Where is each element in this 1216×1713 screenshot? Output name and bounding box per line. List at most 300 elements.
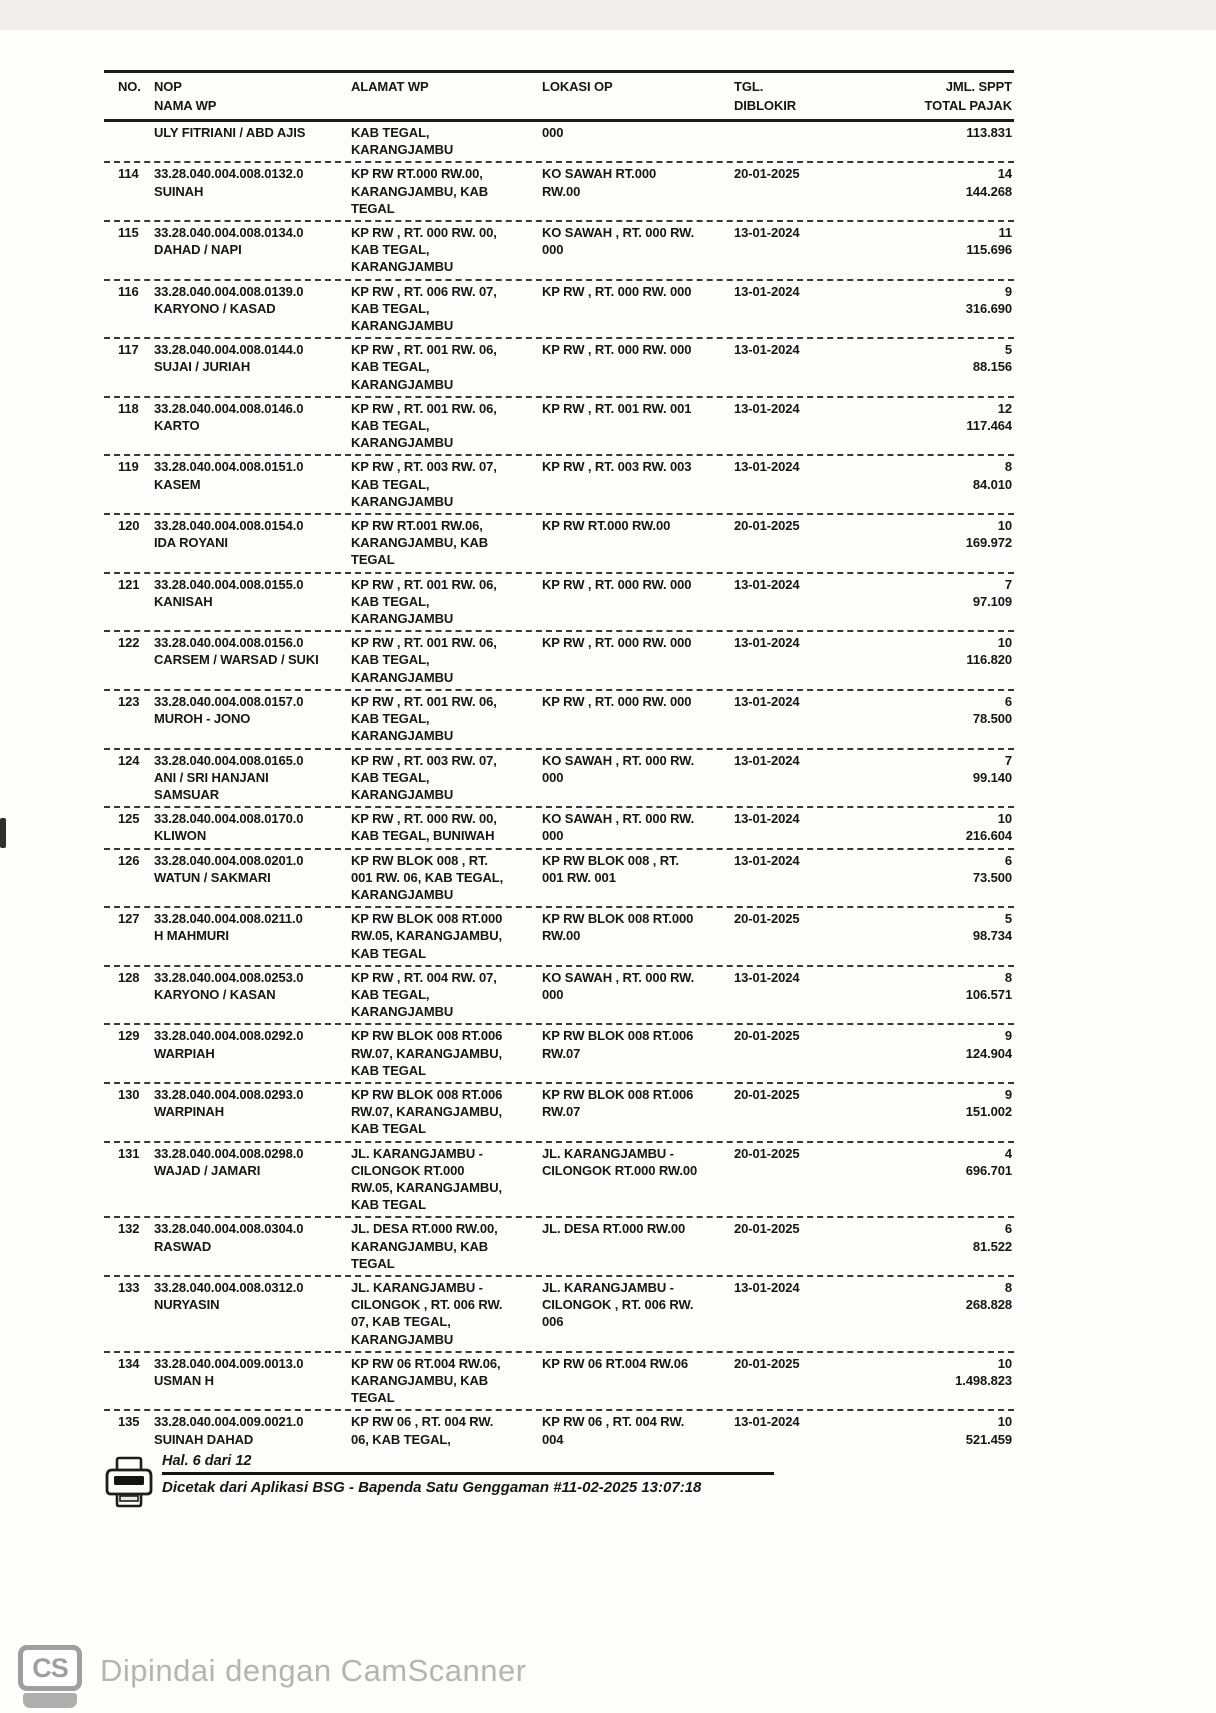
- blocked-date: 20-01-2025: [734, 1355, 800, 1371]
- row-number: 129: [118, 1028, 140, 1044]
- cell-line: RASWAD: [154, 1238, 212, 1254]
- cell-values: [839, 1413, 1014, 1447]
- table-row: [104, 748, 1014, 807]
- cell-tgl: [734, 1355, 839, 1372]
- cell-line: KP RW BLOK 008 RT.006: [542, 1086, 694, 1102]
- table-row: [104, 161, 1014, 220]
- cell-lokasi: [542, 283, 734, 300]
- cell-line: KAB TEGAL,: [351, 593, 430, 609]
- cell-line: 33.28.040.004.008.0312.0: [154, 1279, 304, 1295]
- table-row: [104, 572, 1014, 631]
- blocked-date: 20-01-2025: [734, 166, 800, 182]
- cell-line: KAB TEGAL: [351, 1197, 426, 1213]
- cell-line: KO SAWAH , RT. 000 RW.: [542, 969, 695, 985]
- cell-nop-nama: [154, 810, 351, 844]
- cell-line: CILONGOK , RT. 006 RW.: [542, 1297, 694, 1313]
- row-number: 134: [118, 1355, 140, 1371]
- cell-line: KP RW , RT. 003 RW. 003: [542, 459, 692, 475]
- cell-values: [839, 810, 1014, 844]
- watermark-text: Dipindai dengan CamScanner: [100, 1653, 527, 1688]
- sppt-count: 9: [1004, 1028, 1012, 1044]
- cell-line: KARANGJAMBU, KAB: [351, 535, 489, 551]
- cell-values: [839, 576, 1014, 610]
- cell-no: [104, 1027, 154, 1044]
- cell-line: SAMSUAR: [154, 786, 220, 802]
- cell-tgl: [734, 165, 839, 182]
- cell-line: 33.28.040.004.009.0021.0: [154, 1414, 304, 1430]
- cell-values: [839, 852, 1014, 886]
- total-pajak: 117.464: [966, 418, 1012, 434]
- cell-line: IDA ROYANI: [154, 535, 228, 551]
- sppt-count: 8: [1004, 459, 1012, 475]
- cell-lokasi: [542, 852, 734, 886]
- cell-nop-nama: [154, 576, 351, 610]
- cell-nop-nama: [154, 283, 351, 317]
- blocked-date: 13-01-2024: [734, 283, 800, 299]
- total-pajak: 1.498.823: [955, 1373, 1012, 1388]
- cell-no: [104, 1086, 154, 1103]
- cell-line: KP RW , RT. 001 RW. 06,: [351, 342, 497, 358]
- header-alamat: [351, 77, 542, 96]
- total-pajak: 216.604: [965, 828, 1012, 844]
- blocked-date: 13-01-2024: [734, 693, 800, 709]
- cell-line: KAB TEGAL,: [351, 769, 430, 785]
- cell-alamat: [351, 165, 542, 217]
- cell-lokasi: [542, 910, 734, 944]
- cell-line: TEGAL: [351, 1255, 395, 1271]
- cell-line: JL. DESA RT.000 RW.00: [542, 1221, 686, 1237]
- row-number: 123: [118, 693, 140, 709]
- cell-lokasi: [542, 165, 734, 199]
- cell-no: [104, 576, 154, 593]
- cell-line: 000: [542, 986, 564, 1002]
- cell-line: KP RW , RT. 000 RW. 000: [542, 635, 692, 651]
- blocked-date: 13-01-2024: [734, 342, 800, 358]
- cell-alamat: [351, 283, 542, 335]
- cell-tgl: [734, 969, 839, 986]
- cell-line: KARANGJAMBU: [351, 1004, 454, 1020]
- total-pajak: 116.820: [966, 652, 1012, 668]
- table-row: [104, 337, 1014, 396]
- cell-line: KP RW RT.000 RW.00,: [351, 166, 483, 182]
- cell-tgl: [734, 1145, 839, 1162]
- cell-lokasi: [542, 517, 734, 534]
- cell-no: [104, 517, 154, 534]
- table-row: [104, 689, 1014, 748]
- cell-values: [839, 634, 1014, 668]
- cell-tgl: [734, 283, 839, 300]
- camscanner-watermark: [18, 1645, 527, 1708]
- blocked-date: 20-01-2025: [734, 1086, 800, 1102]
- table-row: [104, 1351, 1014, 1410]
- cell-line: KP RW , RT. 001 RW. 06,: [351, 693, 497, 709]
- cell-alamat: [351, 852, 542, 904]
- cell-tgl: [734, 810, 839, 827]
- cell-line: 33.28.040.004.008.0157.0: [154, 693, 304, 709]
- cell-line: KP RW BLOK 008 , RT.: [351, 852, 488, 868]
- cell-line: RW.07: [542, 1104, 581, 1120]
- cell-line: KASEM: [154, 476, 201, 492]
- table-row: [104, 906, 1014, 965]
- row-number: 117: [118, 342, 139, 358]
- cell-line: CILONGOK RT.000: [351, 1162, 465, 1178]
- cell-line: KARANGJAMBU: [351, 142, 454, 158]
- cell-line: KAB TEGAL,: [351, 300, 430, 316]
- blocked-date: 13-01-2024: [734, 576, 800, 592]
- cell-alamat: [351, 517, 542, 569]
- cell-lokasi: [542, 752, 734, 786]
- total-pajak: 84.010: [972, 476, 1012, 492]
- table-row: [104, 848, 1014, 907]
- cell-line: 33.28.040.004.008.0165.0: [154, 752, 304, 768]
- cell-nop-nama: [154, 910, 351, 944]
- cell-lokasi: [542, 1220, 734, 1237]
- table-row: [104, 806, 1014, 847]
- cell-line: RW.00: [542, 183, 581, 199]
- cell-line: 33.28.040.004.008.0154.0: [154, 518, 304, 534]
- cell-nop-nama: [154, 1220, 351, 1254]
- cell-line: KARANGJAMBU, KAB: [351, 183, 489, 199]
- total-pajak: 78.500: [972, 711, 1012, 727]
- cell-no: [104, 1355, 154, 1372]
- header-nop-nama: [154, 77, 351, 115]
- cell-values: [839, 1145, 1014, 1179]
- cell-tgl: [734, 1220, 839, 1237]
- cell-line: JL. DESA RT.000 RW.00,: [351, 1221, 498, 1237]
- header-total-label: TOTAL PAJAK: [924, 98, 1012, 113]
- header-jml-total: [839, 77, 1014, 115]
- cell-values: [839, 165, 1014, 199]
- cell-no: [104, 224, 154, 241]
- row-number: 126: [118, 852, 140, 868]
- cell-line: KARANGJAMBU, KAB: [351, 1238, 489, 1254]
- cell-values: [839, 124, 1014, 141]
- cell-line: KARYONO / KASAN: [154, 986, 276, 1002]
- cell-line: RW.07, KARANGJAMBU,: [351, 1104, 502, 1120]
- row-number: 119: [118, 459, 139, 475]
- cell-values: [839, 458, 1014, 492]
- cell-line: KP RW BLOK 008 RT.000: [351, 911, 503, 927]
- cell-line: KP RW BLOK 008 RT.006: [351, 1086, 503, 1102]
- cell-line: 33.28.040.004.008.0211.0: [154, 911, 303, 927]
- cell-lokasi: [542, 969, 734, 1003]
- cell-line: WARPIAH: [154, 1045, 215, 1061]
- cell-line: RW.05, KARANGJAMBU,: [351, 1179, 502, 1195]
- cell-line: 001 RW. 06, KAB TEGAL,: [351, 869, 504, 885]
- cell-line: KP RW RT.000 RW.00: [542, 518, 671, 534]
- cell-tgl: [734, 517, 839, 534]
- header-no: [104, 77, 154, 96]
- cell-no: [104, 752, 154, 769]
- footer-rule: [162, 1472, 774, 1475]
- cell-line: JL. KARANGJAMBU -: [351, 1279, 483, 1295]
- cell-alamat: [351, 1086, 542, 1138]
- cell-line: KP RW , RT. 006 RW. 07,: [351, 283, 497, 299]
- total-pajak: 88.156: [972, 359, 1012, 375]
- document-footer: [104, 1452, 804, 1497]
- cell-lokasi: [542, 1027, 734, 1061]
- cell-no: [104, 852, 154, 869]
- cell-nop-nama: [154, 165, 351, 199]
- cell-line: KANISAH: [154, 593, 213, 609]
- sppt-count: 7: [1004, 576, 1012, 592]
- cell-line: 33.28.040.004.008.0156.0: [154, 635, 304, 651]
- header-lokasi-label: LOKASI OP: [542, 79, 613, 94]
- sppt-count: 6: [1004, 852, 1012, 868]
- cell-tgl: [734, 910, 839, 927]
- cell-values: [839, 1027, 1014, 1061]
- table-row: [104, 454, 1014, 513]
- sppt-count: 10: [997, 811, 1012, 827]
- cell-lokasi: [542, 1279, 734, 1331]
- blocked-date: 20-01-2025: [734, 1221, 800, 1237]
- cell-line: CILONGOK , RT. 006 RW.: [351, 1297, 503, 1313]
- total-pajak: 696.701: [965, 1162, 1012, 1178]
- cell-no: [104, 1145, 154, 1162]
- cell-lokasi: [542, 224, 734, 258]
- cell-line: 33.28.040.004.008.0151.0: [154, 459, 304, 475]
- blocked-date: 20-01-2025: [734, 1145, 800, 1161]
- cell-line: KP RW , RT. 004 RW. 07,: [351, 969, 497, 985]
- cell-lokasi: [542, 810, 734, 844]
- table-row-partial: [104, 122, 1014, 161]
- cell-line: KAB TEGAL,: [351, 125, 430, 140]
- cell-line: KP RW , RT. 000 RW. 00,: [351, 225, 497, 241]
- row-number: 133: [118, 1279, 140, 1295]
- cell-line: KARANGJAMBU: [351, 259, 454, 275]
- cell-line: KAB TEGAL: [351, 1121, 426, 1137]
- row-number: 132: [118, 1221, 140, 1237]
- cell-no: [104, 1220, 154, 1237]
- cell-line: KO SAWAH , RT. 000 RW.: [542, 225, 695, 241]
- cell-line: KP RW BLOK 008 RT.006: [542, 1028, 694, 1044]
- cell-line: KARTO: [154, 418, 200, 434]
- cell-nop-nama: [154, 1279, 351, 1313]
- cell-nop-nama: [154, 634, 351, 668]
- cell-nop-nama: [154, 1145, 351, 1179]
- cell-lokasi: [542, 1086, 734, 1120]
- cell-tgl: [734, 124, 839, 125]
- row-number: 116: [118, 283, 139, 299]
- table-row: [104, 1082, 1014, 1141]
- page-indicator: Hal. 6 dari 12: [162, 1453, 252, 1469]
- table-row: [104, 1409, 1014, 1450]
- row-number: 135: [118, 1414, 140, 1430]
- cell-line: 33.28.040.004.008.0146.0: [154, 400, 304, 416]
- cell-line: 33.28.040.004.008.0155.0: [154, 576, 304, 592]
- cell-line: JL. KARANGJAMBU -: [351, 1145, 483, 1161]
- cell-line: KO SAWAH RT.000: [542, 166, 657, 182]
- cs-logo-box: CS: [18, 1645, 82, 1691]
- sppt-count: 7: [1004, 752, 1012, 768]
- sppt-count: 5: [1004, 911, 1012, 927]
- table-row: [104, 279, 1014, 338]
- cell-no: [104, 458, 154, 475]
- table-row: [104, 1023, 1014, 1082]
- cell-values: [839, 1355, 1014, 1389]
- blocked-date: 13-01-2024: [734, 635, 800, 651]
- scan-artifact-mark: [0, 818, 6, 848]
- cell-nop-nama: [154, 752, 351, 804]
- cell-no: [104, 693, 154, 710]
- printer-icon: [104, 1456, 154, 1508]
- total-pajak: 144.268: [965, 183, 1012, 199]
- sppt-count: 9: [1004, 283, 1012, 299]
- cell-alamat: [351, 1279, 542, 1348]
- cell-line: 33.28.040.004.008.0201.0: [154, 852, 304, 868]
- cell-line: 06, KAB TEGAL,: [351, 1431, 451, 1447]
- table-rows: [104, 161, 1014, 1450]
- row-number: 127: [118, 911, 140, 927]
- cell-tgl: [734, 458, 839, 475]
- cell-nop-nama: [154, 224, 351, 258]
- cell-line: 000: [542, 125, 564, 140]
- header-nama-label: NAMA WP: [154, 98, 217, 113]
- cell-line: KARANGJAMBU: [351, 611, 454, 627]
- header-lokasi: [542, 77, 734, 96]
- table-row: [104, 1216, 1014, 1275]
- header-no-label: NO.: [118, 79, 141, 94]
- cell-no: [104, 1279, 154, 1296]
- blocked-date: 13-01-2024: [734, 811, 800, 827]
- blocked-date: 13-01-2024: [734, 459, 800, 475]
- header-nop-label: NOP: [154, 79, 182, 94]
- cell-nop-nama: [154, 969, 351, 1003]
- cell-lokasi: [542, 1413, 734, 1447]
- header-jml-label: JML. SPPT: [945, 79, 1012, 94]
- sppt-count: 12: [997, 400, 1012, 416]
- cell-nop-nama: [154, 852, 351, 886]
- cell-line: KP RW , RT. 000 RW. 00,: [351, 811, 497, 827]
- table-header: [104, 70, 1014, 122]
- cell-line: 33.28.040.004.008.0298.0: [154, 1145, 304, 1161]
- cell-line: KAB TEGAL,: [351, 476, 430, 492]
- cell-tgl: [734, 341, 839, 358]
- cell-no: [104, 165, 154, 182]
- cell-line: 33.28.040.004.008.0170.0: [154, 811, 304, 827]
- cell-line: TEGAL: [351, 1390, 395, 1406]
- cell-line: ULY FITRIANI / ABD AJIS: [154, 125, 306, 140]
- cell-line: USMAN H: [154, 1373, 214, 1388]
- cell-lokasi: [542, 1355, 734, 1372]
- row-number: 131: [118, 1145, 140, 1161]
- blocked-date: 20-01-2025: [734, 1028, 800, 1044]
- table-row: [104, 220, 1014, 279]
- cell-tgl: [734, 752, 839, 769]
- cell-tgl: [734, 1413, 839, 1430]
- cell-line: KP RW , RT. 001 RW. 06,: [351, 576, 497, 592]
- cell-line: KAB TEGAL: [351, 1062, 426, 1078]
- table-row: [104, 513, 1014, 572]
- cell-no: [104, 400, 154, 417]
- cell-alamat: [351, 910, 542, 962]
- blocked-date: 13-01-2024: [734, 752, 800, 768]
- total-pajak: 521.459: [965, 1431, 1012, 1447]
- cell-line: JL. KARANGJAMBU -: [542, 1145, 674, 1161]
- blocked-date: 13-01-2024: [734, 969, 800, 985]
- cell-values: [839, 752, 1014, 786]
- cell-line: KP RW , RT. 003 RW. 07,: [351, 459, 497, 475]
- cell-line: KP RW , RT. 000 RW. 000: [542, 693, 692, 709]
- row-number: 125: [118, 811, 140, 827]
- total-pajak: 97.109: [972, 593, 1012, 609]
- cell-nop-nama: [154, 400, 351, 434]
- cell-line: 113.831: [966, 125, 1012, 140]
- sppt-count: 6: [1004, 693, 1012, 709]
- total-pajak: 99.140: [972, 769, 1012, 785]
- cell-line: 33.28.040.004.008.0253.0: [154, 969, 304, 985]
- cell-line: RW.07, KARANGJAMBU,: [351, 1045, 502, 1061]
- cell-tgl: [734, 634, 839, 651]
- blocked-date: 13-01-2024: [734, 852, 800, 868]
- cell-nop-nama: [154, 1027, 351, 1061]
- table-row: [104, 630, 1014, 689]
- cell-line: TEGAL: [351, 200, 395, 216]
- blocked-date: 13-01-2024: [734, 1279, 800, 1295]
- row-number: 128: [118, 969, 140, 985]
- cell-no: [104, 969, 154, 986]
- cell-line: CARSEM / WARSAD / SUKI: [154, 652, 319, 668]
- cell-line: KP RW BLOK 008 , RT.: [542, 852, 679, 868]
- cell-line: KAB TEGAL,: [351, 418, 430, 434]
- row-number: 130: [118, 1086, 140, 1102]
- row-number: 124: [118, 752, 140, 768]
- cell-line: 33.28.040.004.008.0134.0: [154, 225, 304, 241]
- cell-lokasi: [542, 341, 734, 358]
- cell-line: KAB TEGAL, BUNIWAH: [351, 828, 495, 844]
- cell-line: KP RW , RT. 001 RW. 06,: [351, 400, 497, 416]
- cell-line: 000: [542, 769, 564, 785]
- sppt-count: 10: [997, 1414, 1012, 1430]
- cell-line: KARANGJAMBU: [351, 1331, 454, 1347]
- cell-no: [104, 283, 154, 300]
- cell-alamat: [351, 810, 542, 844]
- cell-line: DAHAD / NAPI: [154, 242, 242, 258]
- cell-line: JL. KARANGJAMBU -: [542, 1279, 674, 1295]
- cell-line: WARPINAH: [154, 1104, 224, 1120]
- cell-line: ANI / SRI HANJANI: [154, 769, 269, 785]
- cell-nop-nama: [154, 517, 351, 551]
- cell-values: [839, 1086, 1014, 1120]
- cell-lokasi: [542, 400, 734, 417]
- total-pajak: 151.002: [965, 1104, 1012, 1120]
- cell-line: H MAHMURI: [154, 928, 229, 944]
- cell-lokasi: [542, 693, 734, 710]
- cell-alamat: [351, 969, 542, 1021]
- printed-from-note: Dicetak dari Aplikasi BSG - Bapenda Satu Genggaman #11-02-2025 13:07:18: [162, 1479, 702, 1496]
- cell-line: RW.07: [542, 1045, 581, 1061]
- cell-lokasi: [542, 1145, 734, 1179]
- total-pajak: 115.696: [966, 242, 1012, 258]
- cell-alamat: [351, 576, 542, 628]
- cell-line: 33.28.040.004.009.0013.0: [154, 1355, 304, 1371]
- cell-line: KAB TEGAL,: [351, 711, 430, 727]
- cell-line: 07, KAB TEGAL,: [351, 1314, 451, 1330]
- cell-line: KAB TEGAL: [351, 945, 426, 961]
- cell-line: KAB TEGAL,: [351, 986, 430, 1002]
- cell-line: WATUN / SAKMARI: [154, 869, 271, 885]
- cell-line: MUROH - JONO: [154, 711, 251, 727]
- sppt-count: 14: [997, 166, 1012, 182]
- blocked-date: 20-01-2025: [734, 911, 800, 927]
- cell-values: [839, 283, 1014, 317]
- cell-alamat: [351, 1027, 542, 1079]
- cell-nop-nama: [154, 458, 351, 492]
- cell-no: [104, 124, 154, 125]
- cell-alamat: [351, 634, 542, 686]
- cell-tgl: [734, 1086, 839, 1103]
- total-pajak: 98.734: [972, 928, 1012, 944]
